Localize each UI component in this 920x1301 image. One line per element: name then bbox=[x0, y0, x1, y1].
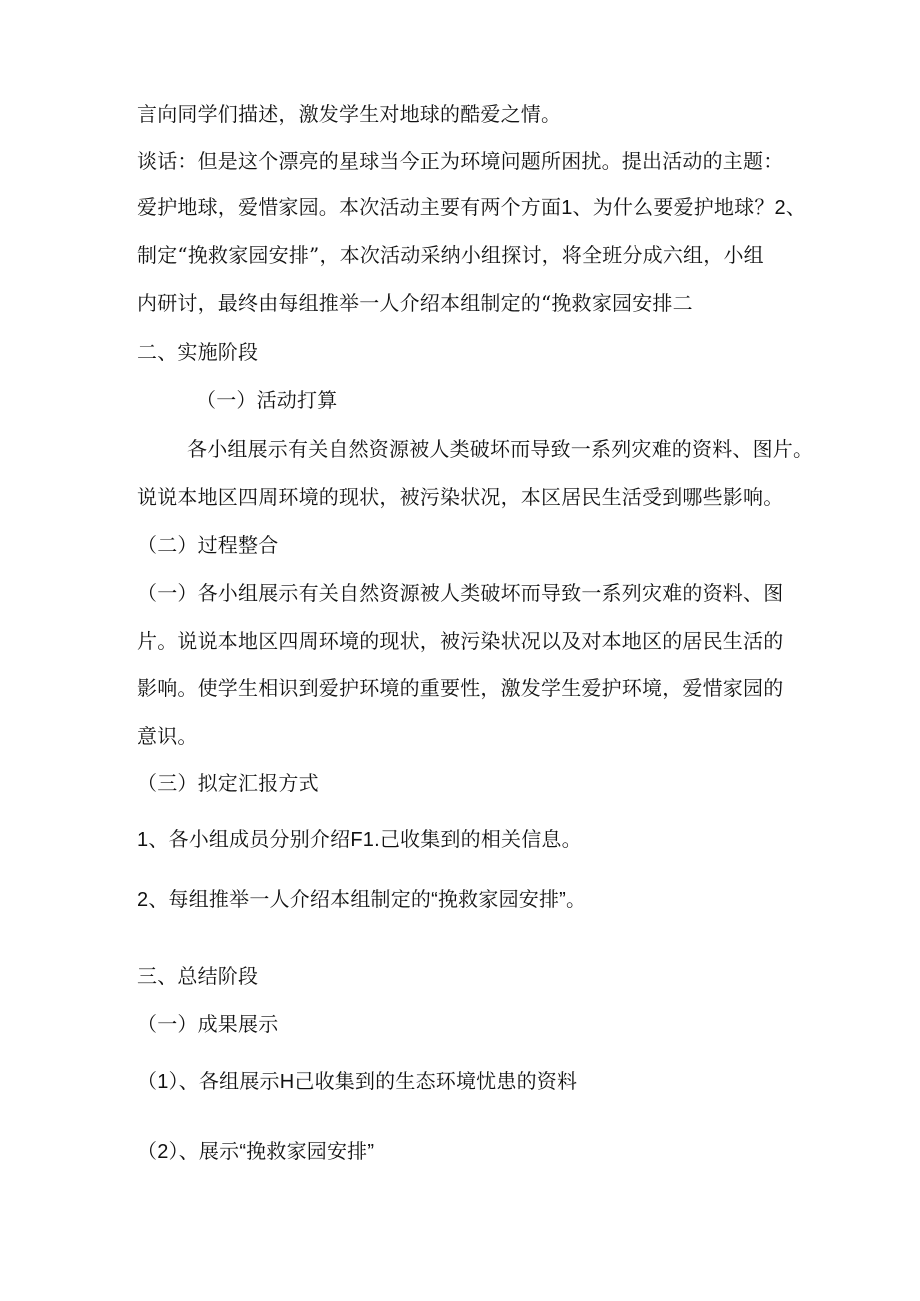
subheading-results-display: （一）成果展示 bbox=[137, 1012, 279, 1036]
paragraph-line-3: 爱护地球，爱惜家园。本次活动主要有两个方面1、为什么要爱护地球？2、 bbox=[137, 197, 807, 219]
list-item-display-2: （2）、展示“挽救家园安排” bbox=[137, 1141, 375, 1163]
subheading-report-format: （三）拟定汇报方式 bbox=[137, 771, 319, 795]
paragraph-line-5: 内研讨，最终由每组推举一人介绍本组制定的“挽救家园安排二 bbox=[137, 291, 693, 315]
section-heading-implementation: 二、实施阶段 bbox=[137, 340, 259, 364]
paragraph-line-1: 言向同学们描述，激发学生对地球的酷爱之情。 bbox=[137, 102, 562, 126]
subheading-activity-plan: （一）活动打算 bbox=[196, 388, 338, 412]
list-item-1: 1、各小组成员分别介绍F1.己收集到的相关信息。 bbox=[137, 829, 582, 851]
paragraph-line-8: （一）各小组展示有关自然资源被人类破坏而导致一系列灾难的资料、图 bbox=[137, 581, 784, 605]
subheading-process-integration: （二）过程整合 bbox=[137, 533, 279, 557]
paragraph-line-9: 片。说说本地区四周环境的现状，被污染状况以及对本地区的居民生活的 bbox=[137, 629, 784, 653]
paragraph-line-2: 谈话：但是这个漂亮的星球当今正为环境问题所困扰。提出活动的主题： bbox=[137, 149, 784, 173]
paragraph-line-7: 说说本地区四周环境的现状，被污染状况，本区居民生活受到哪些影响。 bbox=[137, 485, 784, 509]
paragraph-line-10: 影响。使学生相识到爱护环境的重要性，激发学生爱护环境，爱惜家园的 bbox=[137, 676, 784, 700]
list-item-display-1: （1）、各组展示H己收集到的生态环境忧患的资料 bbox=[137, 1071, 578, 1093]
section-heading-summary: 三、总结阶段 bbox=[137, 964, 259, 988]
paragraph-line-4: 制定“挽救家园安排”，本次活动采纳小组探讨，将全班分成六组，小组 bbox=[137, 243, 764, 267]
paragraph-line-11: 意识。 bbox=[137, 724, 198, 748]
paragraph-line-6: 各小组展示有关自然资源被人类破坏而导致一系列灾难的资料、图片。 bbox=[187, 437, 814, 461]
list-item-2: 2、每组推举一人介绍本组制定的“挽救家园安排”。 bbox=[137, 889, 587, 911]
